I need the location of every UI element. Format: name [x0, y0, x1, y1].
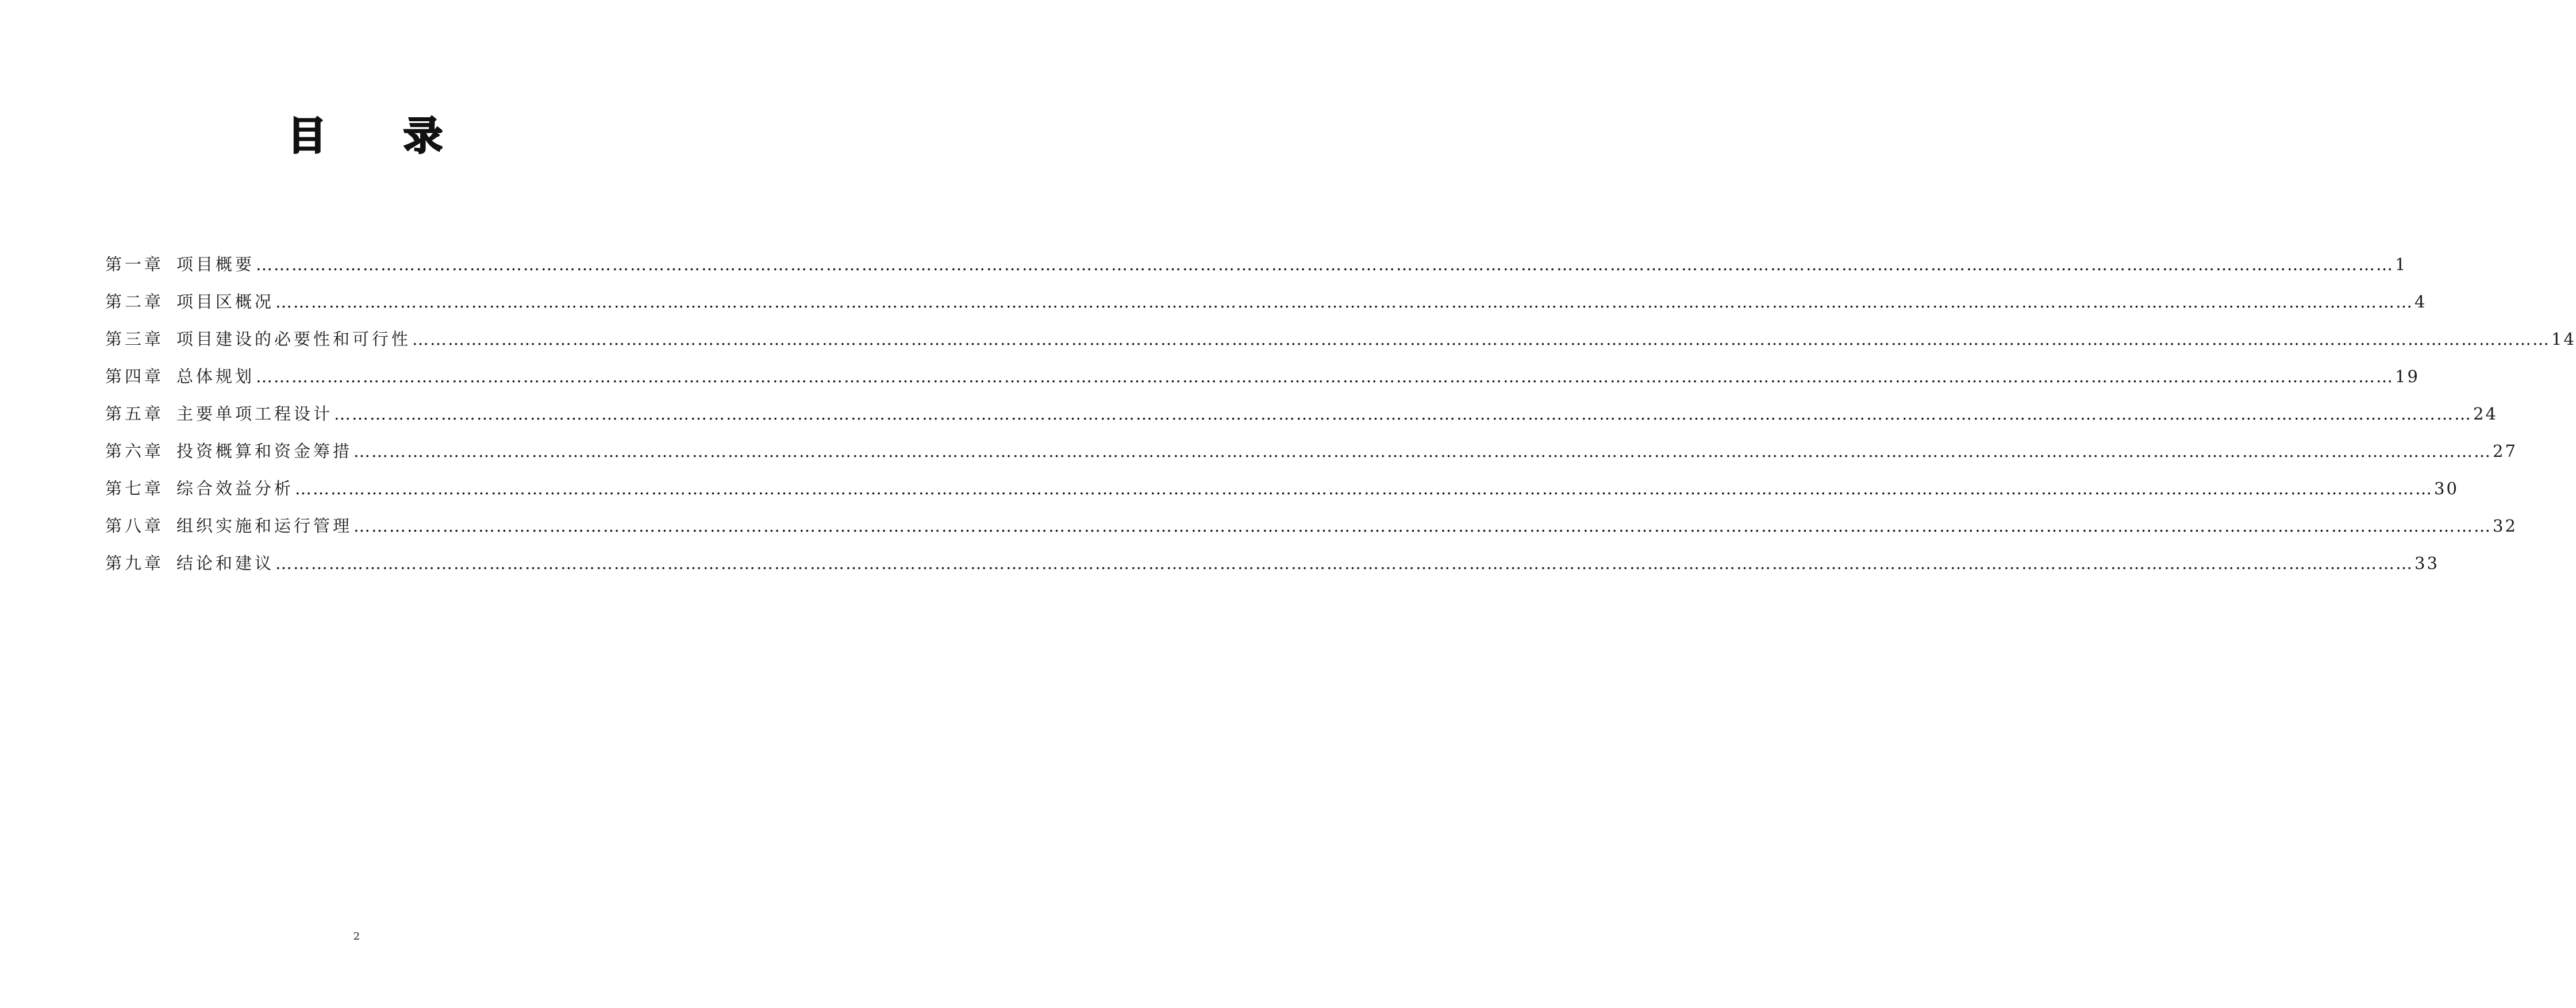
table-of-contents [105, 252, 2576, 588]
toc-page-number: 4 [2414, 292, 2427, 311]
toc-page-number: 14 [2551, 329, 2576, 349]
toc-entry-title: 组织实施和运行管理 [176, 516, 353, 536]
toc-entry-title: 投资概算和资金筹措 [176, 441, 353, 461]
toc-heading [287, 114, 443, 160]
toc-entry[interactable] [105, 289, 2427, 326]
toc-leader-dots: ……………………………………………………………………………………………………………………………………………………………………………………………………………………………………………………………………………………………………………………………… [256, 367, 2394, 386]
toc-chapter-label: 第七章 [105, 479, 164, 498]
toc-leader-dots: ……………………………………………………………………………………………………………………………………………………………………………………………………………………………………………………………………………………………………………………………… [275, 292, 2414, 311]
toc-page-number: 32 [2493, 516, 2517, 536]
toc-entry-title: 总体规划 [176, 367, 255, 386]
toc-page-number: 24 [2473, 404, 2498, 424]
toc-entry[interactable] [105, 326, 2576, 364]
toc-chapter-label: 第八章 [105, 516, 164, 536]
toc-chapter-label: 第一章 [105, 255, 164, 274]
toc-chapter-label: 第六章 [105, 441, 164, 461]
toc-entry-title: 综合效益分析 [176, 479, 294, 498]
toc-chapter-label: 第三章 [105, 329, 164, 349]
toc-page-number: 1 [2395, 255, 2408, 274]
toc-leader-dots: ……………………………………………………………………………………………………………………………………………………………………………………………………………………………………………………………………………………………………………………………… [334, 404, 2473, 424]
toc-leader-dots: ……………………………………………………………………………………………………………………………………………………………………………………………………………………………………………………………………………………………………………………………… [353, 516, 2492, 536]
toc-entry-title: 主要单项工程设计 [176, 404, 333, 424]
toc-leader-dots: ……………………………………………………………………………………………………………………………………………………………………………………………………………………………………………………………………………………………………………………………… [295, 479, 2433, 498]
toc-entry-title: 项目建设的必要性和可行性 [176, 329, 412, 349]
toc-entry[interactable] [105, 252, 2408, 289]
heading-char-mu: 目 [287, 114, 327, 159]
toc-chapter-label: 第二章 [105, 292, 164, 311]
toc-leader-dots: ……………………………………………………………………………………………………………………………………………………………………………………………………………………………………………………………………………………………………………………………… [275, 553, 2414, 573]
toc-page-number: 33 [2414, 553, 2439, 573]
toc-entry-title: 项目区概况 [176, 292, 275, 311]
toc-leader-dots: ……………………………………………………………………………………………………………………………………………………………………………………………………………………………………………………………………………………………………………………………… [353, 441, 2492, 461]
toc-entry[interactable] [105, 551, 2439, 588]
toc-chapter-label: 第四章 [105, 367, 164, 386]
toc-entry[interactable] [105, 401, 2498, 438]
toc-entry-title: 项目概要 [176, 255, 255, 274]
toc-leader-dots: ……………………………………………………………………………………………………………………………………………………………………………………………………………………………………………………………………………………………………………………………… [412, 329, 2551, 349]
toc-chapter-label: 第五章 [105, 404, 164, 424]
toc-entry[interactable] [105, 364, 2420, 401]
toc-page-number: 30 [2434, 479, 2459, 498]
toc-leader-dots: ……………………………………………………………………………………………………………………………………………………………………………………………………………………………………………………………………………………………………………………………… [256, 255, 2394, 274]
toc-page-number: 27 [2493, 441, 2517, 461]
toc-entry-title: 结论和建议 [176, 553, 275, 573]
toc-entry[interactable] [105, 476, 2459, 513]
footer-page-number: 2 [353, 930, 360, 942]
toc-entry[interactable] [105, 513, 2517, 551]
heading-char-lu: 录 [403, 114, 443, 159]
toc-page-number: 19 [2395, 367, 2420, 386]
toc-chapter-label: 第九章 [105, 553, 164, 573]
toc-entry[interactable] [105, 438, 2517, 476]
